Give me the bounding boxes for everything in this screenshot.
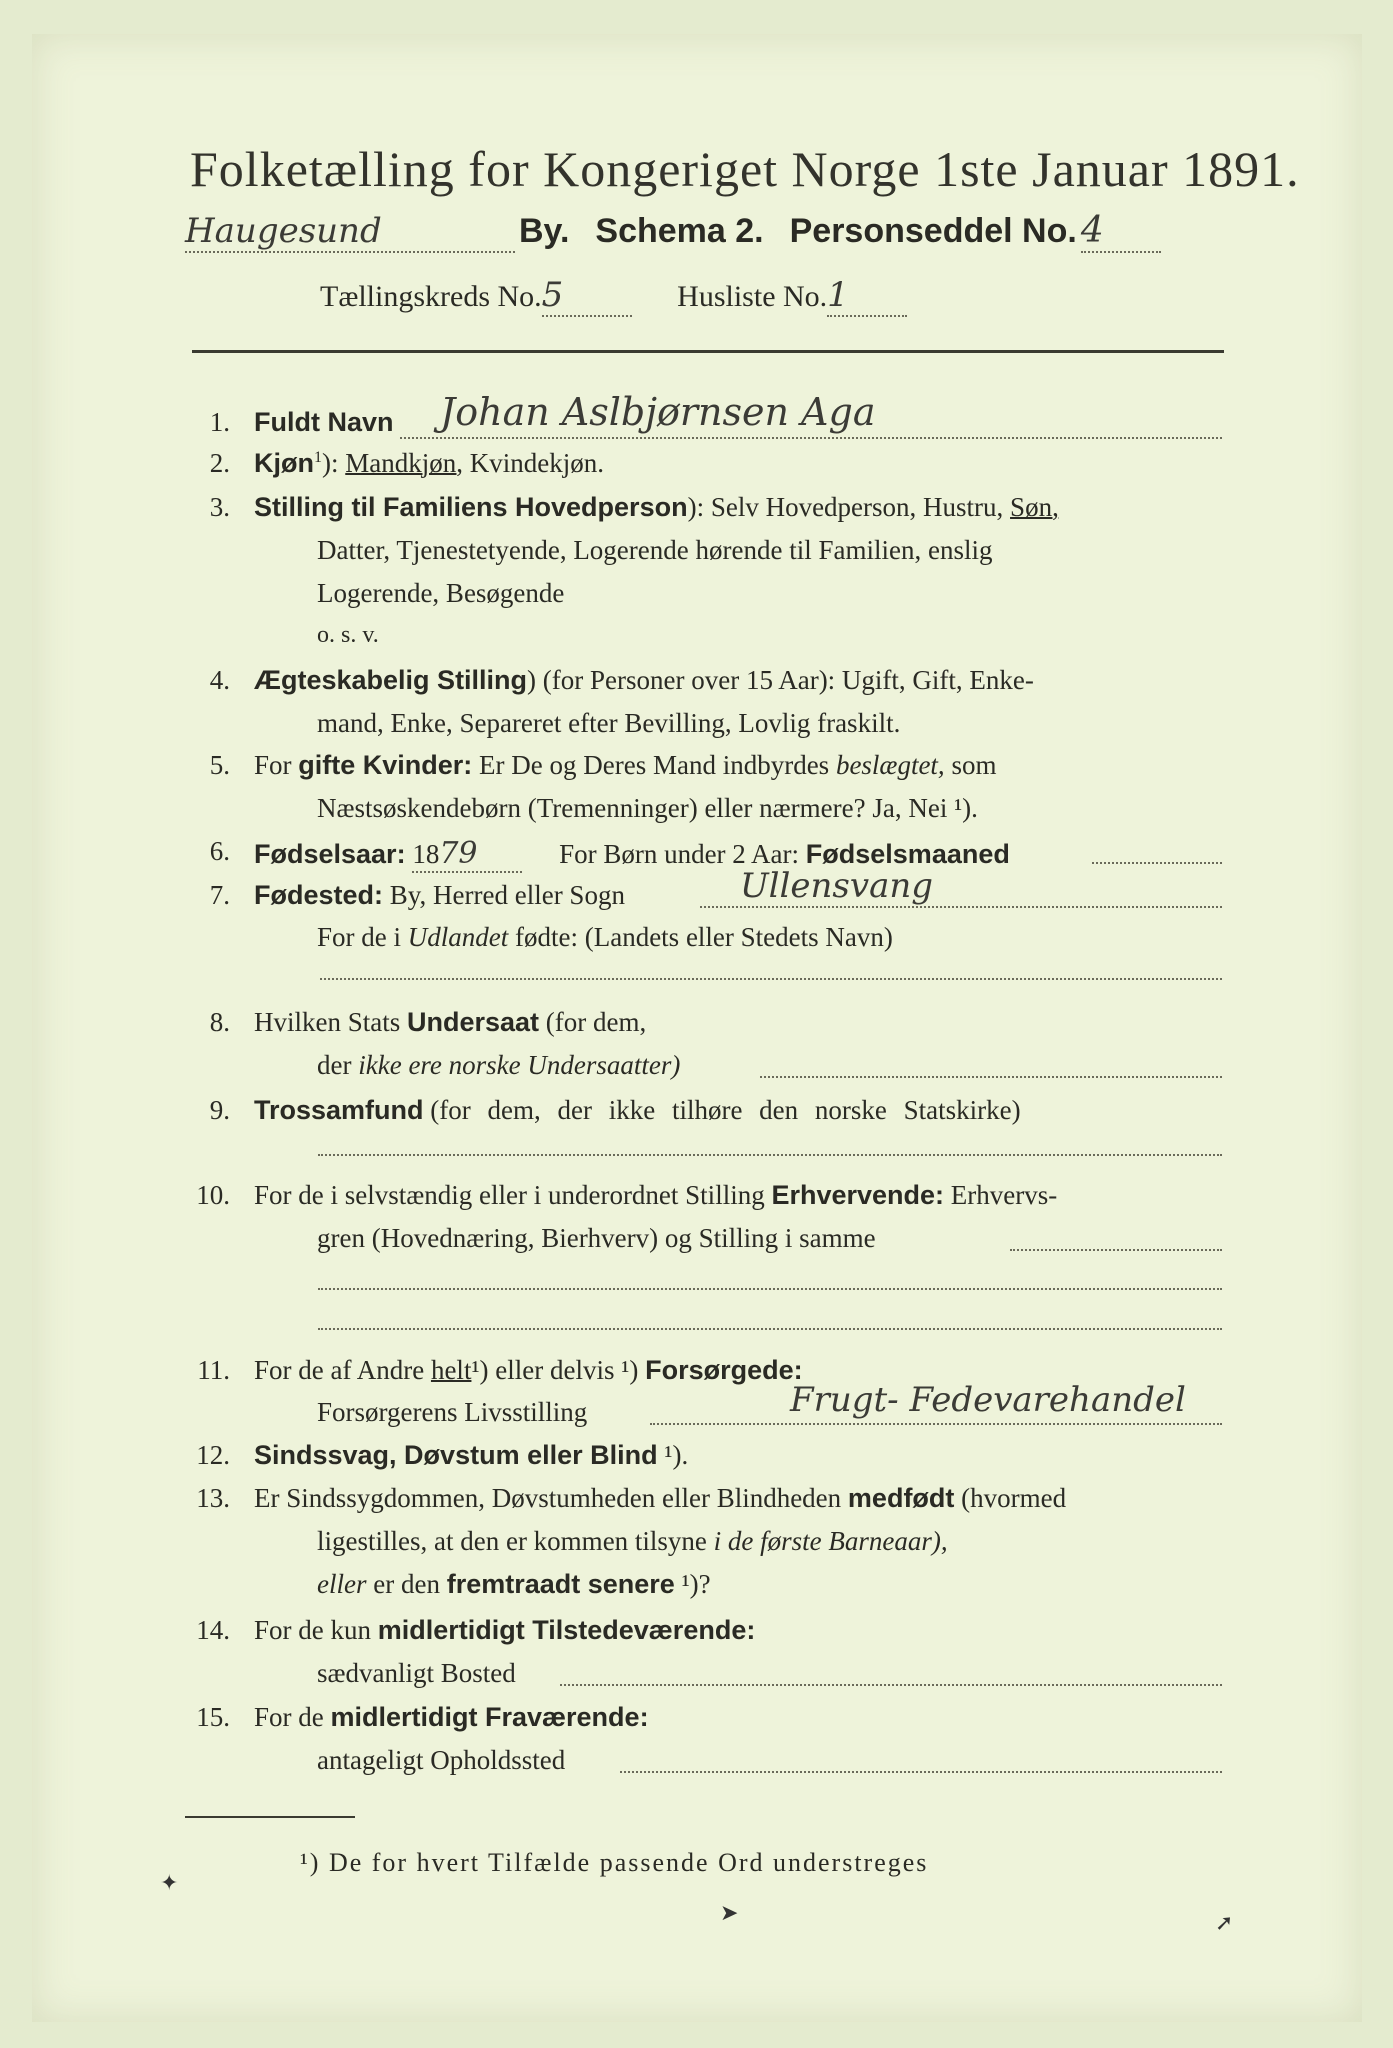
q13-line1 — [254, 1483, 1066, 1514]
q13-line3-mid: er den — [373, 1569, 440, 1599]
header-line-town — [185, 210, 1225, 260]
q8-line2-italic: ikke ere norske Undersaatter) — [358, 1050, 681, 1080]
census-form-page — [32, 34, 1362, 2022]
q15-line2: antageligt Opholdssted — [317, 1745, 566, 1775]
q8-line2-pre: der — [317, 1050, 352, 1080]
q5-line2: Næstsøskendebørn (Tremenninger) eller nærmere? Ja, Nei ¹). — [317, 793, 978, 823]
q2-label: Kjøn — [254, 448, 314, 478]
q6-number: 6. — [209, 836, 230, 866]
q9-line1-rest: (for dem, der ikke tilhøre den norske Statskirke) — [430, 1095, 1021, 1125]
q13-line3-italic: eller — [317, 1569, 367, 1599]
schema-label: Schema 2. — [595, 212, 764, 250]
kreds-label: Tællingskreds No. — [320, 280, 542, 313]
q1-label: Fuldt Navn — [254, 407, 394, 437]
q6-year-print: 18 — [412, 839, 440, 869]
q11-fill-line — [650, 1423, 1222, 1425]
q3-number: 3. — [209, 492, 230, 522]
q9-line1 — [254, 1095, 1021, 1126]
q6-year-handwritten: 79 — [439, 836, 478, 871]
q11-line1 — [254, 1355, 803, 1386]
q7-line1 — [254, 880, 625, 911]
q12-label: Sindssvag, Døvstum eller Blind — [254, 1440, 658, 1470]
q2-opt-kvindekjon: Kvindekjøn. — [469, 448, 604, 478]
footnote: ¹) De for hvert Tilfælde passende Ord understreges — [300, 1848, 929, 1877]
q3-label: Stilling til Familiens Hovedperson — [254, 492, 688, 522]
q15-pre: For de — [254, 1702, 324, 1732]
q13-label: fremtraadt senere — [446, 1569, 675, 1599]
q4-line2: mand, Enke, Separeret efter Bevilling, Lovlig fraskilt. — [317, 708, 901, 738]
header-line-kreds — [320, 275, 907, 319]
q12-rest: ¹). — [664, 1440, 689, 1470]
q2-sup: 1 — [314, 449, 322, 466]
q3-line3: Logerende, Besøgende — [317, 578, 565, 608]
q14-label: midlertidigt Tilstedeværende: — [377, 1615, 756, 1645]
q3-line2: Datter, Tjenestetyende, Logerende hørende til Familien, enslig — [317, 535, 993, 565]
q5-line1 — [254, 750, 996, 781]
q12-line — [254, 1440, 688, 1471]
q14-fill-line — [560, 1684, 1222, 1686]
q13-line1-rest: (hvormed — [961, 1483, 1067, 1513]
punch-mark-center: ➤ — [720, 1900, 739, 1925]
q7-line2-pre: For de i — [317, 922, 401, 952]
q3-line1-rest: ): Selv Hovedperson, Hustru, — [687, 492, 1004, 522]
q14-line2: sædvanligt Bosted — [317, 1658, 516, 1688]
husliste-value: 1 — [827, 275, 907, 317]
husliste-label: Husliste No. — [677, 280, 828, 313]
q11-mid: ¹) eller delvis ¹) — [471, 1355, 639, 1385]
q6-fill-line — [1092, 862, 1222, 864]
kreds-value: 5 — [542, 275, 632, 317]
q11-provider-value: Frugt- Fedevarehandel — [790, 1380, 1186, 1420]
q6-year — [412, 836, 522, 873]
q8-fill-line — [760, 1076, 1222, 1078]
punch-mark-left: ✦ — [160, 1870, 179, 1895]
q11-line1-pre: For de af Andre — [254, 1355, 425, 1385]
q8-line1 — [254, 1007, 646, 1038]
q7-label: Fødested: — [254, 880, 384, 910]
q14-number: 14. — [196, 1615, 230, 1645]
q2-after: ): — [322, 448, 339, 478]
q5-pre: For — [254, 750, 292, 780]
q13-line2-italic: i de første Barneaar), — [713, 1526, 948, 1556]
personseddel-label: Personseddel No. — [789, 212, 1077, 250]
q10-line1-pre: For de i selvstændig eller i underordnet Stilling — [254, 1180, 765, 1210]
q14-line1 — [254, 1615, 755, 1646]
q8-line2 — [317, 1050, 680, 1081]
q8-line1-pre: Hvilken Stats — [254, 1007, 401, 1037]
q10-line1-rest: Erhvervs- — [950, 1180, 1058, 1210]
q5-label: gifte Kvinder: — [298, 750, 473, 780]
q12-number: 12. — [196, 1440, 230, 1470]
q15-fill-line — [620, 1771, 1222, 1773]
q4-line1-rest: ) (for Personer over 15 Aar): Ugift, Gift, Enke- — [527, 665, 1034, 695]
q10-line2: gren (Hovednæring, Bierhverv) og Stilling i samme — [317, 1223, 876, 1253]
q7-blank-line — [320, 978, 1222, 980]
q7-udlandet: Udlandet — [407, 922, 509, 952]
q10-line1 — [254, 1180, 1057, 1211]
q9-label: Trossamfund — [254, 1095, 424, 1125]
q7-line2 — [317, 922, 893, 953]
q5-beslaegtet: beslægtet, — [835, 750, 945, 780]
q5-som: som — [951, 750, 997, 780]
q13-line2-pre: ligestilles, at den er kommen tilsyne — [317, 1526, 707, 1556]
q5-line1-rest: Er De og Deres Mand indbyrdes — [479, 750, 830, 780]
q10-blank-line-2 — [318, 1328, 1222, 1330]
personseddel-value: 4 — [1081, 210, 1161, 253]
q8-line1-rest: (for dem, — [545, 1007, 647, 1037]
q15-line1 — [254, 1702, 649, 1733]
q1-name-value: Johan Aslbjørnsen Aga — [440, 390, 876, 434]
q13-medfodt: medfødt — [847, 1483, 955, 1513]
q7-line2-rest: fødte: (Landets eller Stedets Navn) — [515, 922, 893, 952]
q3-line4: o. s. v. — [317, 622, 379, 648]
q8-number: 8. — [209, 1007, 230, 1037]
footnote-rule — [185, 1816, 355, 1818]
q2-line — [254, 448, 604, 479]
q7-birthplace-value: Ullensvang — [740, 866, 934, 906]
q3-line1 — [254, 492, 1059, 523]
q9-number: 9. — [209, 1095, 230, 1125]
q7-fill-line — [700, 906, 1222, 908]
q1-number: 1. — [209, 407, 230, 437]
q15-label: midlertidigt Fraværende: — [330, 1702, 649, 1732]
q13-line1-pre: Er Sindssygdommen, Døvstumheden eller Blindheden — [254, 1483, 842, 1513]
q10-label: Erhvervende: — [771, 1180, 945, 1210]
q9-blank-line — [318, 1154, 1222, 1156]
q11-line2: Forsørgerens Livsstilling — [317, 1397, 588, 1427]
header-rule — [192, 350, 1224, 353]
q10-fill-line — [1010, 1249, 1222, 1251]
q7-line1-rest: By, Herred eller Sogn — [389, 880, 625, 910]
q15-number: 15. — [196, 1702, 230, 1732]
q14-pre: For de kun — [254, 1615, 371, 1645]
q3-son: Søn, — [1010, 492, 1059, 522]
q11-label: Forsørgede: — [645, 1355, 803, 1385]
q13-number: 13. — [196, 1483, 230, 1513]
q4-number: 4. — [209, 665, 230, 695]
q2-opt-mandkjon: Mandkjøn, — [345, 448, 463, 478]
q13-line3-rest: ¹)? — [681, 1569, 711, 1599]
q13-line2 — [317, 1526, 948, 1557]
town-handwritten: Haugesund — [185, 211, 515, 253]
q10-blank-line-1 — [318, 1288, 1222, 1290]
q8-label: Undersaat — [407, 1007, 540, 1037]
q5-number: 5. — [209, 750, 230, 780]
q11-number: 11. — [197, 1355, 230, 1385]
q4-label: Ægteskabelig Stilling — [254, 665, 528, 695]
q11-helt: helt — [430, 1355, 472, 1385]
q6-mid: For Børn under 2 Aar: — [559, 839, 800, 869]
by-label: By. — [519, 212, 570, 250]
q6-label2: Fødselsmaaned — [805, 839, 1010, 869]
form-title: Folketælling for Kongeriget Norge 1ste Januar 1891. — [190, 141, 1300, 197]
q4-line1 — [254, 665, 1034, 696]
q1-fill-line — [400, 437, 1222, 439]
q10-number: 10. — [196, 1180, 230, 1210]
q2-number: 2. — [209, 448, 230, 478]
q7-number: 7. — [209, 880, 230, 910]
q13-line3 — [317, 1569, 711, 1600]
q6-label: Fødselsaar: — [254, 839, 406, 869]
punch-mark-right: ➚ — [1215, 1910, 1234, 1935]
